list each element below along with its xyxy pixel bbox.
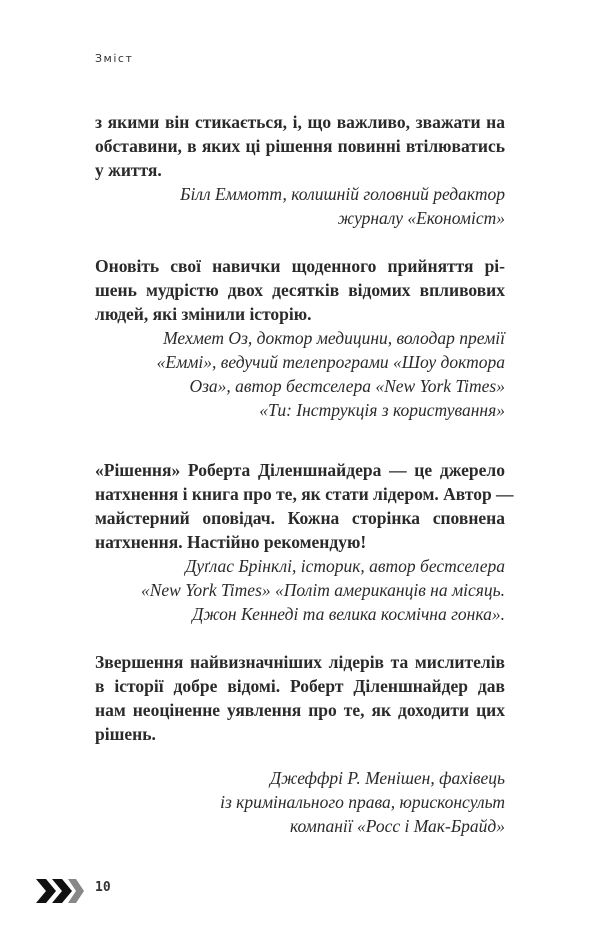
body-line: Оновіть свої навички щоденного прийняття рі- [95,256,505,276]
body-line: обставини, в яких ці рішення повинні втілюватись [95,136,505,156]
body-line: Звершення найвизначніших лідерів та мислителів [95,652,505,672]
body-line: людей, які змінили історію. [95,304,312,324]
body-line: нам неоціненне уявлення про те, як доходити цих [95,700,505,720]
attribution-line: Дуґлас Брінклі, історик, автор бестселера [185,556,505,576]
testimonial-4 [95,650,505,838]
testimonial-2 [95,254,505,422]
attribution-line: «Ти: Інструкція з користування» [259,400,505,420]
attribution-line: «Еммі», ведучий телепрограми «Шоу доктора [156,352,505,372]
body-line: натхнення. Настійно рекомендую! [95,532,367,552]
attribution-line: «New York Times» «Політ американців на місяць. [140,580,505,600]
attribution-line: Оза», автор бестселера «New York Times» [189,376,505,396]
running-header: Зміст [95,52,134,65]
attribution-line: компанії «Росс і Мак-Брайд» [289,816,505,836]
page-number: 10 [95,880,111,895]
double-chevron-right-icon [34,876,86,906]
attribution-line: Білл Еммотт, колишній головний редактор [180,184,505,204]
body-line: «Рішення» Роберта Діленшнайдера — це джерело [95,460,505,480]
attribution-line: Мехмет Оз, доктор медицини, володар премії [163,328,505,348]
body-line: з якими він стикається, і, що важливо, зважати на [95,112,505,132]
attribution-line: журналу «Економіст» [337,208,505,228]
testimonial-1 [95,110,505,230]
body-line: майстерний оповідач. Кожна сторінка сповнена [95,508,505,528]
body-line: в історії добре відомі. Роберт Діленшнайдер дав [95,676,505,696]
body-line: рішень. [95,724,156,744]
attribution-line: Джеффрі Р. Менішен, фахівець [270,768,505,788]
body-line: шень мудрістю двох десятків відомих впливових [95,280,505,300]
attribution-line: із кримінального права, юрисконсульт [220,792,505,812]
attribution-line: Джон Кеннеді та велика космічна гонка». [192,604,505,624]
testimonial-3 [95,458,514,626]
body-line: у життя. [95,160,162,180]
body-line: натхнення і книга про те, як стати лідером. Автор — [95,484,514,504]
